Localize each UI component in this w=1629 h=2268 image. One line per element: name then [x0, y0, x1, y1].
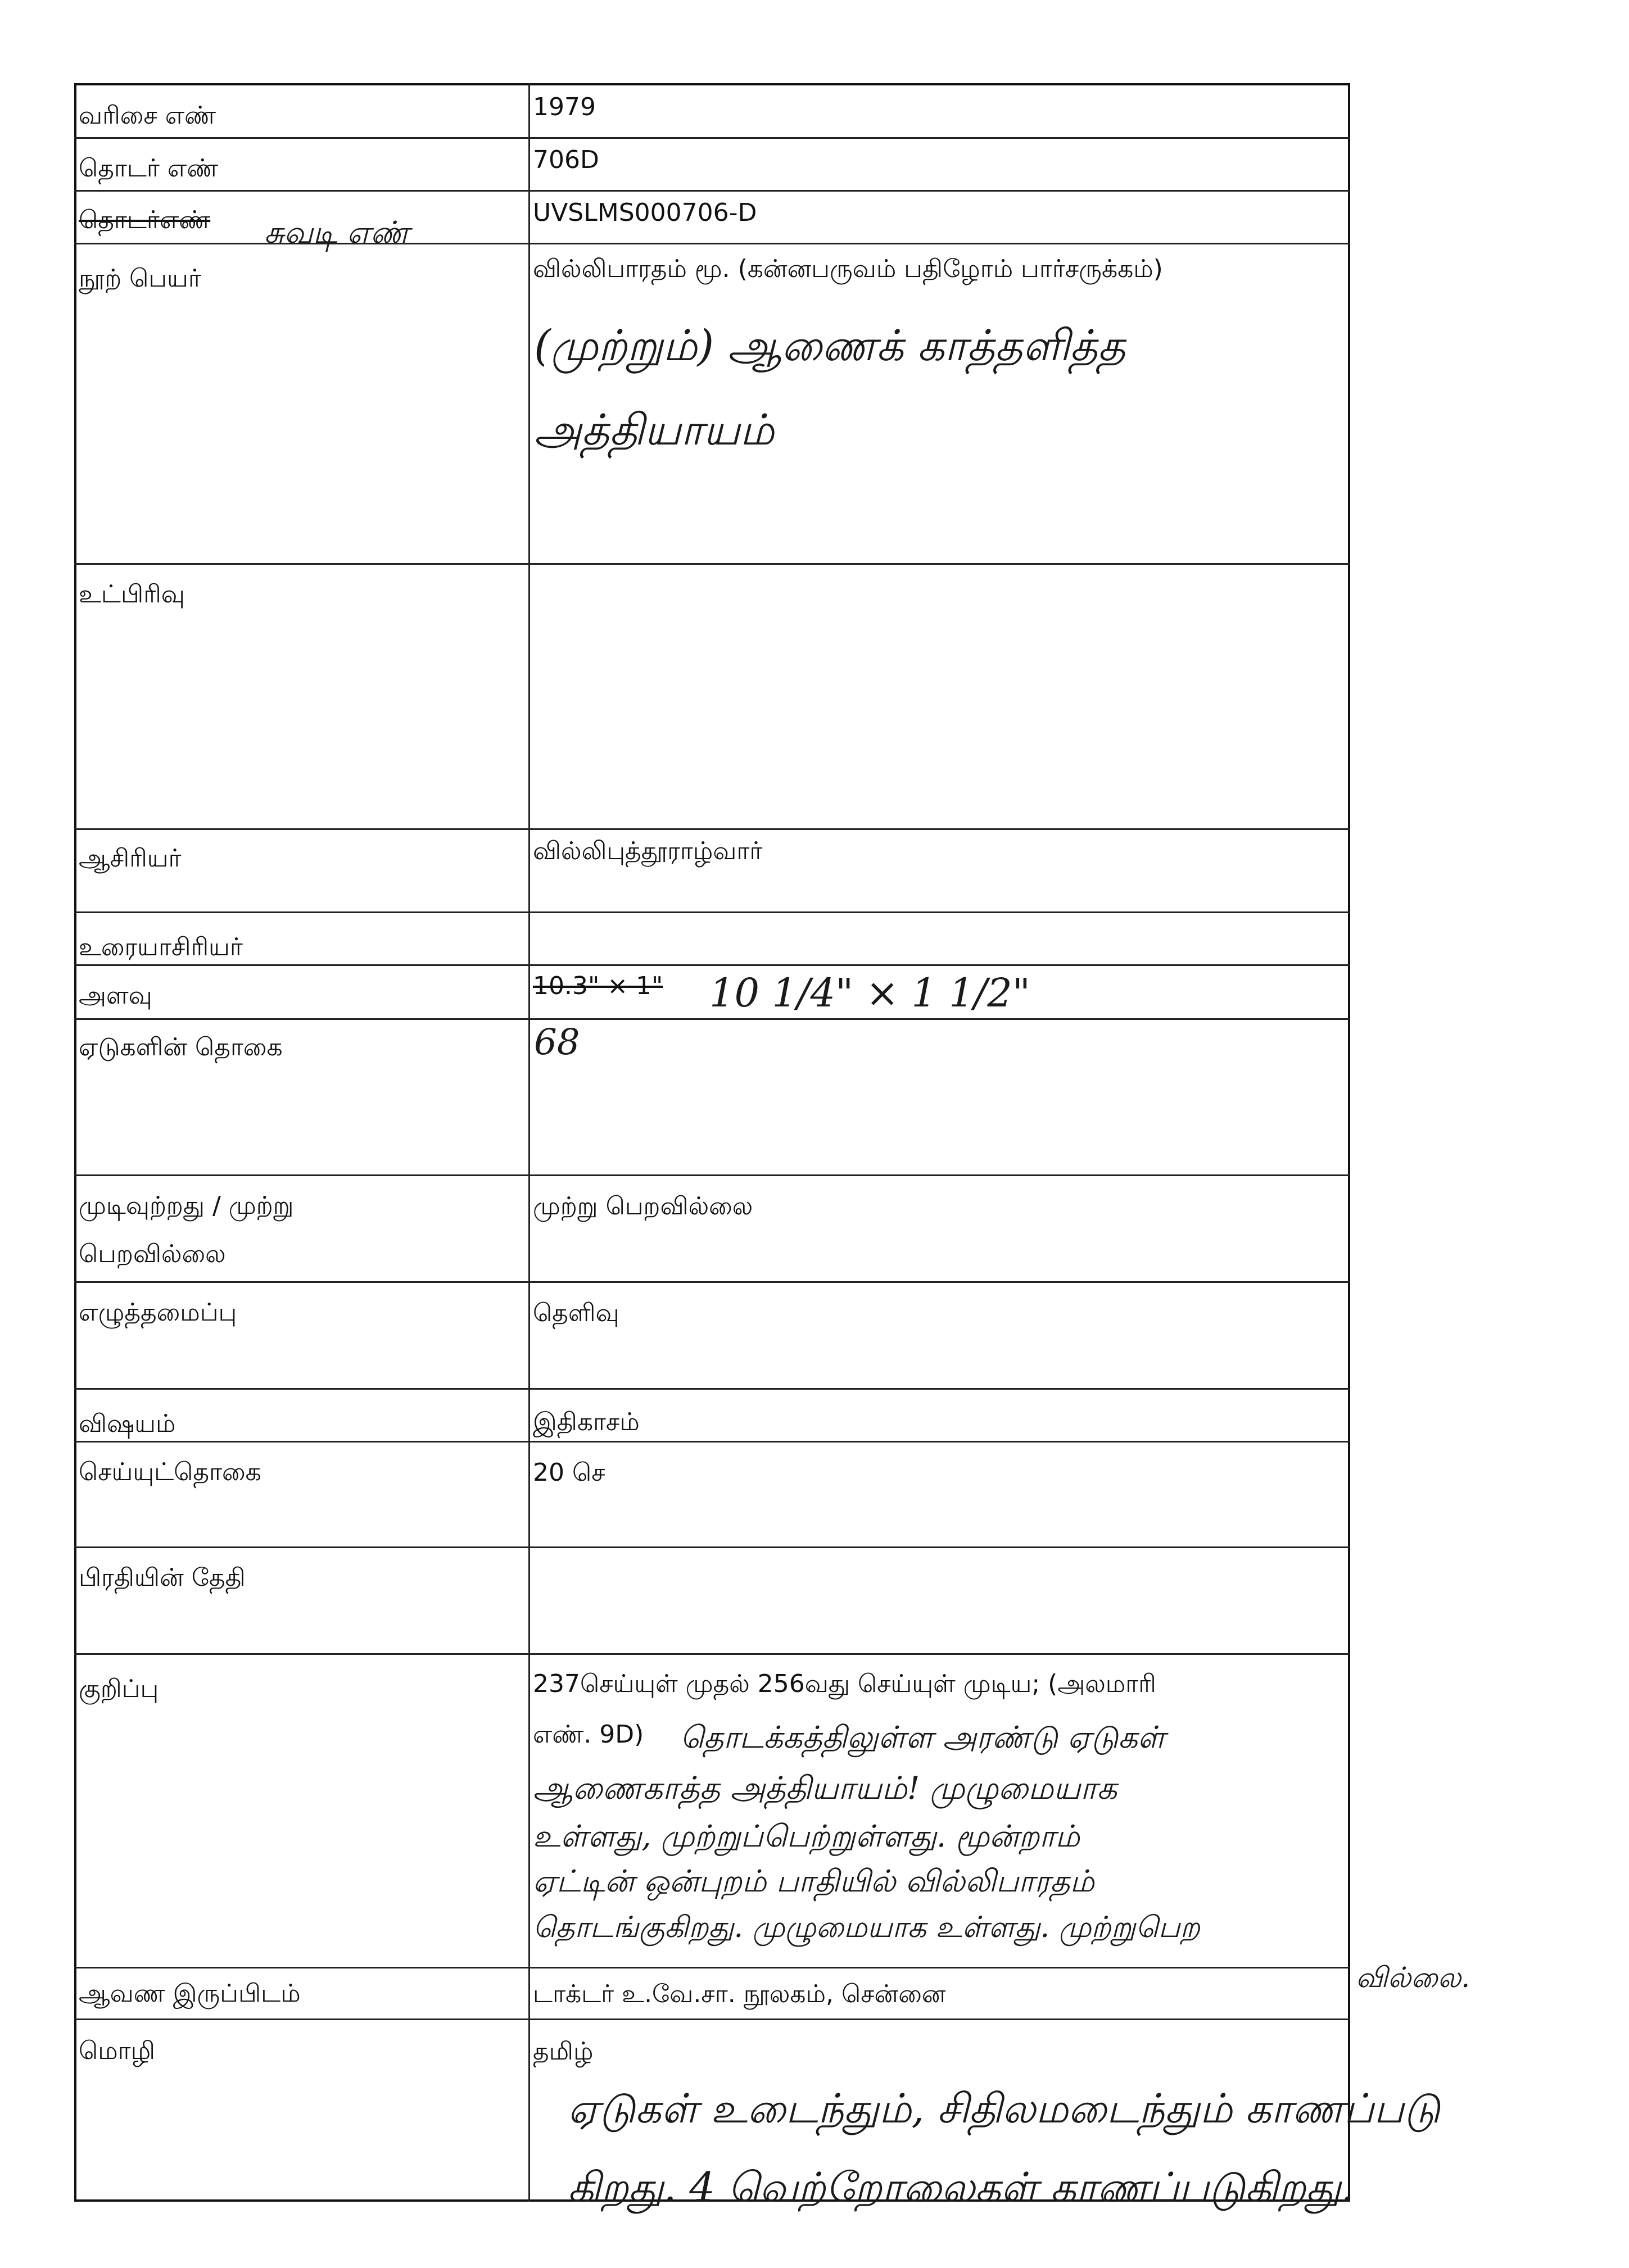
handwritten-note-line2: ஆணைகாத்த அத்தியாயம்! முழுமையாக	[533, 1770, 1117, 1807]
field-value-serial-no: 1979	[533, 93, 596, 121]
handwritten-note-line6: வில்லை.	[1356, 1961, 1470, 1994]
field-value-note-line2: எண். 9D)	[533, 1720, 644, 1749]
field-label-commentator: உரையாசிரியர்	[79, 933, 243, 961]
table-row	[74, 1441, 1350, 1546]
field-value-language: தமிழ்	[533, 2037, 594, 2066]
handwritten-note-line5: தொடங்குகிறது. முழுமையாக உள்ளது. முற்றுபெற	[533, 1911, 1200, 1944]
field-label-author: ஆசிரியர்	[79, 844, 182, 873]
field-label-size: அளவு	[79, 981, 152, 1010]
field-label-copy-date: பிரதியின் தேதி	[79, 1563, 246, 1592]
table-row	[74, 1388, 1350, 1441]
field-label-completion-line2: பெறவில்லை	[79, 1240, 226, 1268]
table-row	[74, 911, 1350, 964]
field-label-subject: விஷயம்	[79, 1409, 176, 1438]
field-label-note: குறிப்பு	[79, 1675, 159, 1703]
field-label-serial-no: வரிசை எண்	[79, 101, 216, 130]
field-label-completion: முடிவுற்றது / முற்று	[79, 1191, 294, 1220]
handwritten-size: 10 1/4" × 1 1/2"	[709, 970, 1030, 1016]
field-value-script: தெளிவு	[533, 1299, 619, 1327]
table-row	[74, 563, 1350, 828]
field-label-title: நூற் பெயர்	[79, 264, 201, 293]
table-row	[74, 137, 1350, 190]
handwritten-title-line2: அத்தியாயம்	[534, 405, 775, 455]
field-value-author: வில்லிபுத்தூராழ்வார்	[533, 837, 763, 865]
table-row	[74, 2018, 1350, 2070]
field-value-series-no: 706D	[533, 146, 599, 174]
field-value-manuscript-id: UVSLMS000706-D	[533, 198, 757, 227]
field-value-note: 237செய்யுள் முதல் 256வது செய்யுள் முடிய; (அலமாரி	[533, 1670, 1156, 1698]
field-value-repository: டாக்டர் உ.வே.சா. நூலகம், சென்னை	[533, 1980, 946, 2008]
table-row	[74, 1174, 1350, 1281]
field-value-completion: முற்று பெறவில்லை	[533, 1192, 753, 1221]
handwritten-note-line1: தொடக்கத்திலுள்ள அரண்டு ஏடுகள்	[680, 1720, 1165, 1755]
table-row	[74, 84, 1350, 137]
handwritten-title-line1: (முற்றும்) ஆணைக் காத்தளித்த	[534, 320, 1126, 370]
handwritten-note-line3: உள்ளது, முற்றுப்பெற்றுள்ளது. மூன்றாம்	[533, 1818, 1080, 1854]
table-row	[74, 828, 1350, 911]
field-label-series-no-struck: தொடர்எண்	[79, 206, 211, 234]
handwritten-footer-line1: ஏடுகள் உடைந்தும், சிதிலமடைந்தும் காணப்படு	[568, 2085, 1441, 2132]
field-label-script: எழுத்தமைப்பு	[79, 1298, 237, 1327]
handwritten-serial-label: சுவடி எண்	[264, 215, 409, 250]
handwritten-footer-line2: கிறது. 4 வெற்றோலைகள் காணப்படுகிறது.	[568, 2163, 1354, 2211]
field-label-subdivision: உட்பிரிவு	[79, 580, 185, 609]
handwritten-leaf-count: 68	[534, 1022, 580, 1063]
table-row	[74, 243, 1350, 563]
field-label-repository: ஆவண இருப்பிடம்	[79, 1979, 301, 2008]
table-row	[74, 1281, 1350, 1388]
field-label-verse-count: செய்யுட்தொகை	[79, 1458, 261, 1486]
table-row	[74, 1018, 1350, 1174]
table-row	[74, 1546, 1350, 1653]
field-value-size-struck: 10.3" × 1"	[533, 972, 663, 1000]
table-row	[74, 1967, 1350, 2018]
field-label-series-no: தொடர் எண்	[79, 154, 219, 183]
field-value-verse-count: 20 செ	[533, 1458, 605, 1487]
handwritten-note-line4: ஏட்டின் ஒன்புறம் பாதியில் வில்லிபாரதம்	[533, 1863, 1094, 1899]
field-label-language: மொழி	[79, 2036, 155, 2065]
field-value-title: வில்லிபாரதம் மூ. (கன்னபருவம் பதிழோம் பார்சருக்கம்)	[533, 255, 1163, 283]
field-value-subject: இதிகாசம்	[533, 1408, 640, 1436]
field-label-leaf-count: ஏடுகளின் தொகை	[79, 1033, 283, 1062]
